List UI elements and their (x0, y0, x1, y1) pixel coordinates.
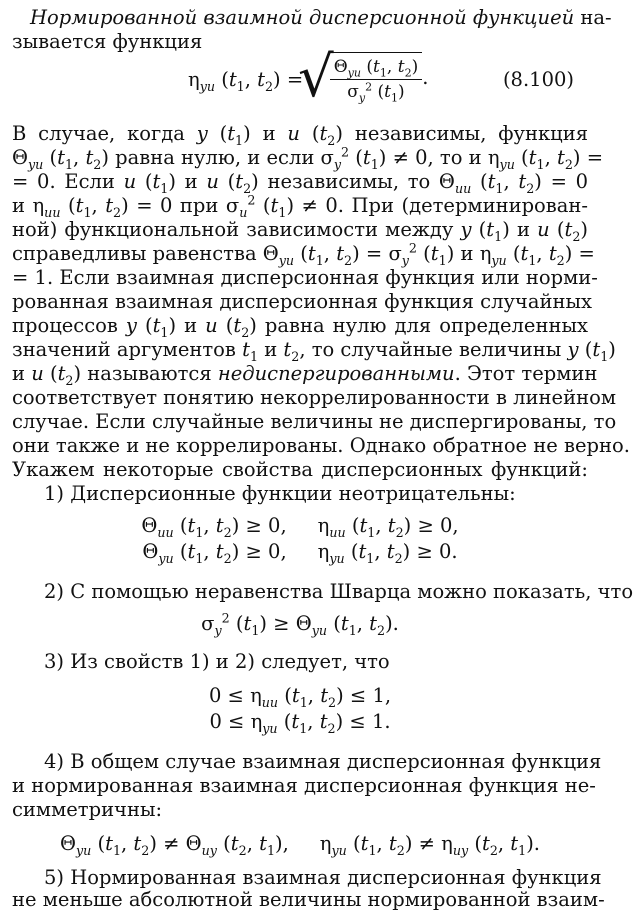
text-line: симметричны: (12, 798, 163, 821)
text-line: значений аргументов $t_1$ и $t_2$, то случайные величины y $(t_1)$ (12, 338, 616, 364)
list-item-2: 2) С помощью неравенства Шварца можно показать, что (44, 580, 633, 603)
fraction-numerator: $\Theta_{yu}$ ($t_1$, $t_2$) (333, 57, 419, 80)
formula: $0 \le \eta_{yu}$ ($t_1$, $t_2) \le 1$. (209, 710, 391, 736)
text-line: процессов y $(t_1)$ и u $(t_2)$ равна нулю для определенных (12, 314, 588, 340)
list-item-1: 1) Дисперсионные функции неотрицательны: (44, 482, 516, 505)
list-item-5: 5) Нормированная взаимная дисперсионная функция (44, 866, 602, 889)
square-root: √ $\frac{\Theta_{yu} (t_1, t_2)}{\sigma_y^2 (t_1)}$ . (298, 45, 429, 110)
formula: $\Theta_{yu}$ ($t_1$, $t_2) \ge 0$, $\eta_{yu}$ ($t_1$, $t_2) \ge 0$. (142, 540, 458, 566)
formula: $\sigma_y^2$ $(t_1) \ge \Theta_{yu}$ ($t_1$, $t_2$). (201, 610, 399, 638)
equation-lhs: $\eta_{yu}$ ($t_1$, $t_2$) = (188, 68, 304, 94)
text-line: В случае, когда y $(t_1)$ и u $(t_2)$ независимы, функция (12, 122, 589, 148)
text-line: рованная взаимная дисперсионная функция случайных (12, 290, 592, 313)
text-line: = 0. Если u $(t_1)$ и u $(t_2)$ независимы, то $\Theta_{uu}$ ($t_1$, $t_2) = 0$ (12, 170, 589, 196)
list-item-3: 3) Из свойств 1) и 2) следует, что (44, 650, 390, 673)
formula: $\Theta_{uu}$ ($t_1$, $t_2) \ge 0$, $\eta_{uu}$ ($t_1$, $t_2) \ge 0$, (141, 514, 459, 540)
fraction-denominator: $\sigma_y^2$ $(t_1)$ (330, 79, 423, 104)
formula: $0 \le \eta_{uu}$ ($t_1$, $t_2) \le 1$, (208, 684, 392, 710)
list-item-4: 4) В общем случае взаимная дисперсионная функция (44, 750, 602, 773)
fraction (330, 55, 423, 104)
text-line: = 1. Если взаимная дисперсионная функция или норми- (12, 266, 598, 289)
text-line: и нормированная взаимная дисперсионная функция не- (12, 774, 596, 797)
formula: $\Theta_{yu}$ ($t_1$, $t_2) \ne \Theta_{uy}$ ($t_2$, $t_1$), $\eta_{yu}$ ($t_1$, $t_2) \ne \eta_{uy}$ ($t_2$, $t_1$). (59, 832, 541, 858)
text-line: они также и не коррелированы. Однако обратное не верно. (12, 434, 630, 457)
radical-sign: √ (298, 45, 334, 110)
text-line: не меньше абсолютной величины нормированной взаим- (12, 888, 605, 911)
text-line: $\Theta_{yu}$ ($t_1$, $t_2$) равна нулю, и если $\sigma_y^2$ $(t_1) \ne 0$, то и $\eta_{yu}$ ($t_1$, $t_2$) = (12, 144, 604, 172)
equation-number: (8.100) (502, 68, 574, 91)
text-line: случае. Если случайные величины не диспергированы, то (12, 410, 617, 433)
text-line: ной) функциональной зависимости между y $(t_1)$ и u $(t_2)$ (12, 218, 588, 244)
text-line: Укажем некоторые свойства дисперсионных функций: (12, 458, 588, 481)
text-line: соответствует понятию некоррелированности в линейном (12, 386, 616, 409)
text-line: зывается функция (12, 30, 203, 53)
equation-8-100 (12, 45, 588, 110)
text-line: справедливы равенства $\Theta_{yu}$ ($t_1$, $t_2) = \sigma_y^2$ $(t_1)$ и $\eta_{yu}$ ($t_1$, $t_2$) = (12, 240, 595, 268)
text-line: Нормированной взаимной дисперсионной функцией на- (30, 6, 612, 29)
text-line: и u $(t_2)$ называются недиспергированными. Этот термин (12, 362, 598, 388)
text-line: и $\eta_{uu}$ ($t_1$, $t_2) = 0$ при $\sigma_u^2$ $(t_1) \ne 0$. При (детерминирован- (12, 192, 588, 220)
